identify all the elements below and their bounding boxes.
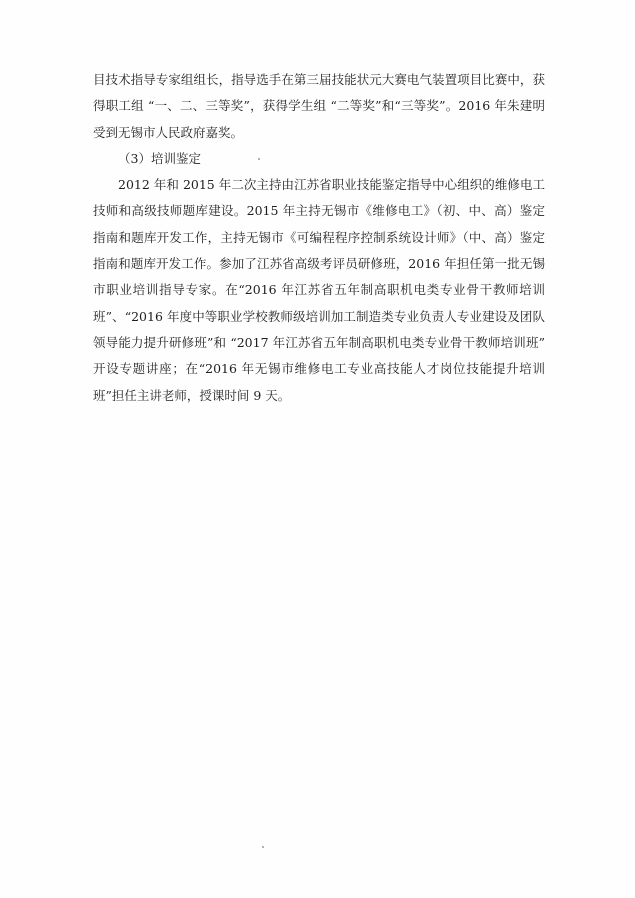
section-heading: （3）培训鉴定: [118, 150, 201, 166]
document-body: [93, 67, 545, 409]
scan-speck: [262, 846, 264, 848]
paragraph-training-appraisal: 2012 年和 2015 年二次主持由江苏省职业技能鉴定指导中心组织的维修电工技师和高级技师题库建设。2015 年主持无锡市《维修电工》（初、中、高）鉴定指南和题库开发工作，主持无锡市《可编程程序控制系统设计师》（中、高）鉴定指南和题库开发工作。参加了江苏省高级考评员研修班，2016 年担任第一批无锡市职业培训指导专家。在“2016 年江苏省五年制高职机电类专业骨干教师培训班”、“2016 年度中等职业学校教师级培训加工制造类专业负责人专业建设及团队领导能力提升研修班”和 “2017 年江苏省五年制高职机电类专业骨干教师培训班” 开设专题讲座；在“2016 年无锡市维修电工专业高技能人才岗位技能提升培训班”担任主讲老师，授课时间 9 天。: [93, 177, 545, 403]
paragraph-continuation: 目技术指导专家组组长，指导选手在第三届技能状元大赛电气装置项目比赛中，获得职工组 “一、二、三等奖”，获得学生组 “二等奖”和“三等奖”。2016 年朱建明受到无锡市人民政府嘉奖。: [93, 72, 545, 140]
scan-speck: [258, 158, 260, 160]
